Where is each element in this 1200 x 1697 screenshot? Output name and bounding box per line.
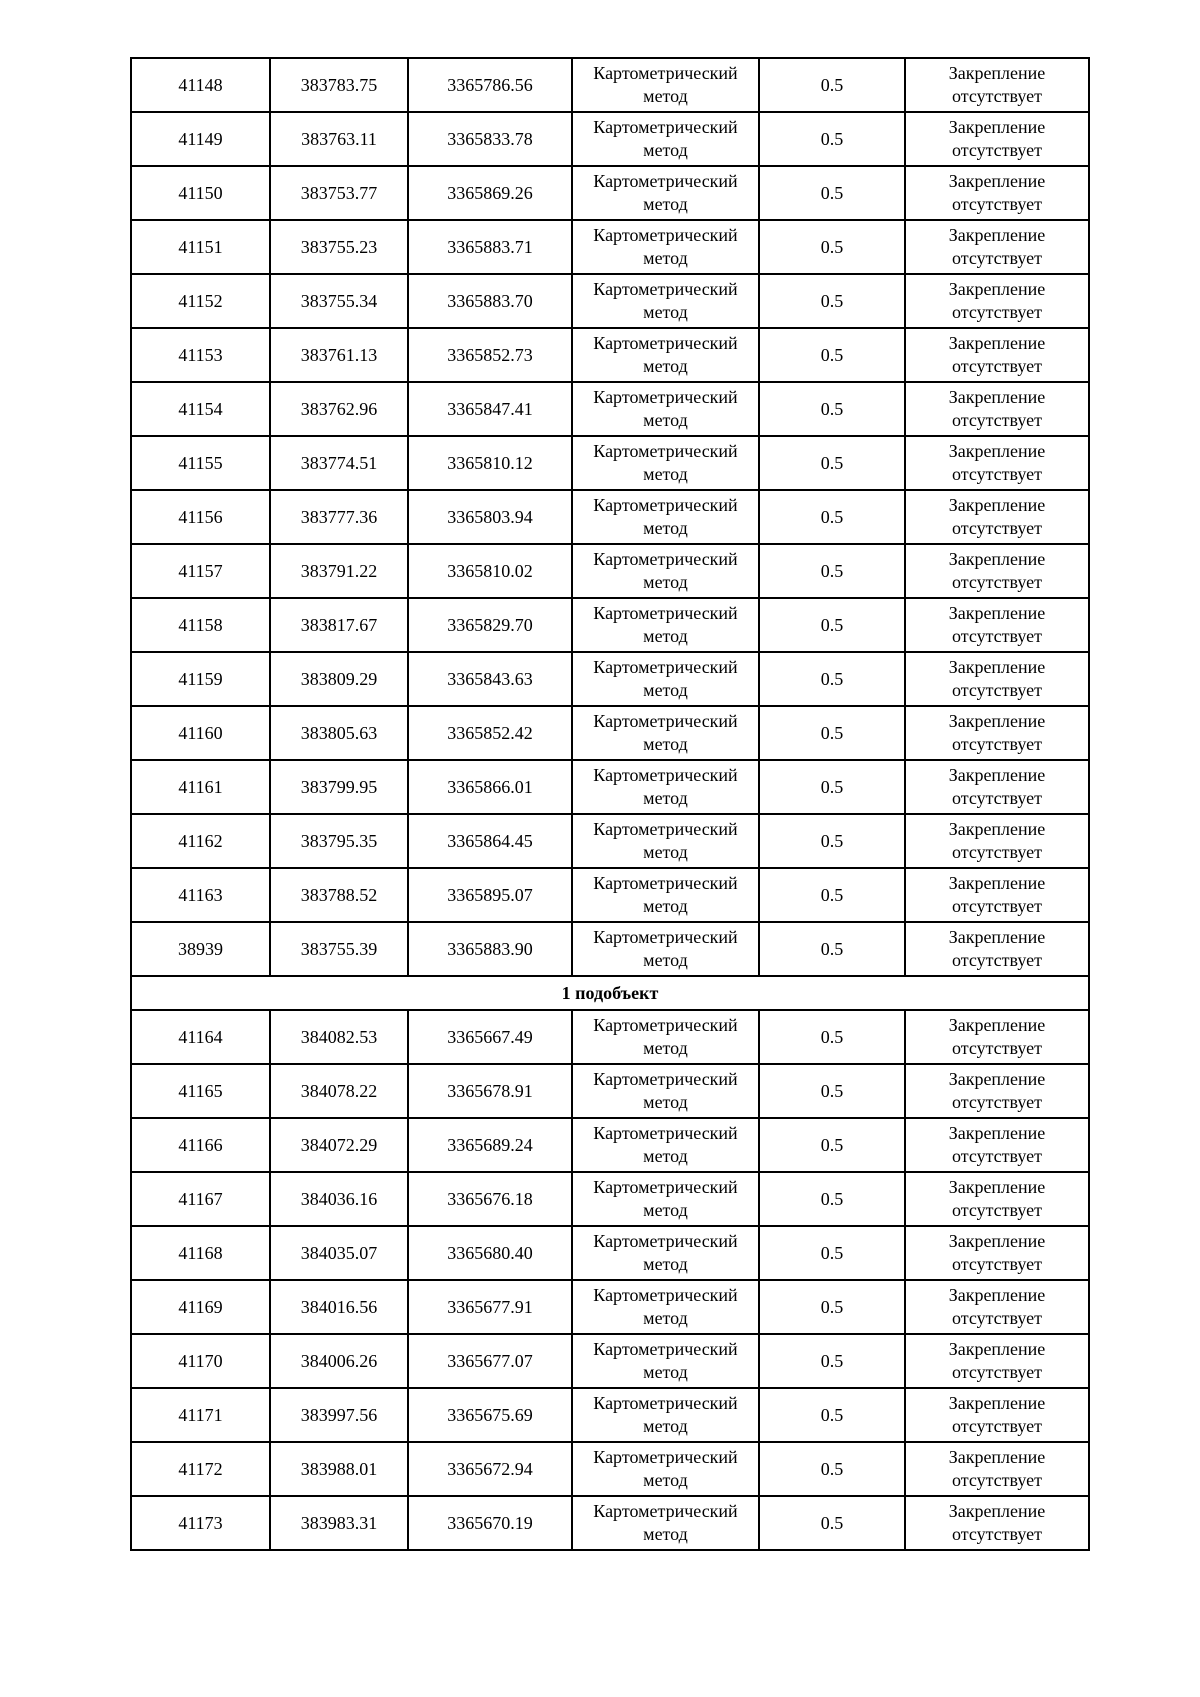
method-cell: Картометрический метод	[572, 1118, 759, 1172]
x-coordinate-cell: 384006.26	[270, 1334, 408, 1388]
coordinates-table	[130, 57, 1090, 1551]
table-row	[131, 1118, 1089, 1172]
y-coordinate-cell: 3365803.94	[408, 490, 572, 544]
point-number-cell: 41164	[131, 1010, 270, 1064]
point-number-cell: 41163	[131, 868, 270, 922]
method-cell: Картометрический метод	[572, 1172, 759, 1226]
y-coordinate-cell: 3365675.69	[408, 1388, 572, 1442]
accuracy-cell: 0.5	[759, 436, 905, 490]
point-number-cell: 41165	[131, 1064, 270, 1118]
x-coordinate-cell: 384082.53	[270, 1010, 408, 1064]
accuracy-cell: 0.5	[759, 274, 905, 328]
y-coordinate-cell: 3365864.45	[408, 814, 572, 868]
accuracy-cell: 0.5	[759, 922, 905, 976]
method-cell: Картометрический метод	[572, 1226, 759, 1280]
x-coordinate-cell: 383755.23	[270, 220, 408, 274]
fixing-cell: Закрепление отсутствует	[905, 1334, 1089, 1388]
point-number-cell: 41166	[131, 1118, 270, 1172]
fixing-cell: Закрепление отсутствует	[905, 706, 1089, 760]
x-coordinate-cell: 383755.34	[270, 274, 408, 328]
x-coordinate-cell: 383774.51	[270, 436, 408, 490]
method-cell: Картометрический метод	[572, 814, 759, 868]
table-body-top	[131, 58, 1089, 976]
point-number-cell: 41148	[131, 58, 270, 112]
table-row	[131, 1388, 1089, 1442]
x-coordinate-cell: 384072.29	[270, 1118, 408, 1172]
table-row	[131, 652, 1089, 706]
point-number-cell: 41155	[131, 436, 270, 490]
method-cell: Картометрический метод	[572, 1388, 759, 1442]
method-cell: Картометрический метод	[572, 1496, 759, 1550]
y-coordinate-cell: 3365883.70	[408, 274, 572, 328]
x-coordinate-cell: 383795.35	[270, 814, 408, 868]
x-coordinate-cell: 384036.16	[270, 1172, 408, 1226]
method-cell: Картометрический метод	[572, 1442, 759, 1496]
table-row	[131, 220, 1089, 274]
table-row	[131, 490, 1089, 544]
accuracy-cell: 0.5	[759, 1172, 905, 1226]
fixing-cell: Закрепление отсутствует	[905, 274, 1089, 328]
point-number-cell: 41154	[131, 382, 270, 436]
y-coordinate-cell: 3365677.07	[408, 1334, 572, 1388]
fixing-cell: Закрепление отсутствует	[905, 868, 1089, 922]
y-coordinate-cell: 3365680.40	[408, 1226, 572, 1280]
fixing-cell: Закрепление отсутствует	[905, 490, 1089, 544]
method-cell: Картометрический метод	[572, 598, 759, 652]
accuracy-cell: 0.5	[759, 1496, 905, 1550]
y-coordinate-cell: 3365676.18	[408, 1172, 572, 1226]
fixing-cell: Закрепление отсутствует	[905, 1388, 1089, 1442]
point-number-cell: 41168	[131, 1226, 270, 1280]
accuracy-cell: 0.5	[759, 1226, 905, 1280]
fixing-cell: Закрепление отсутствует	[905, 922, 1089, 976]
fixing-cell: Закрепление отсутствует	[905, 1064, 1089, 1118]
fixing-cell: Закрепление отсутствует	[905, 1172, 1089, 1226]
point-number-cell: 41160	[131, 706, 270, 760]
table-row	[131, 760, 1089, 814]
fixing-cell: Закрепление отсутствует	[905, 1496, 1089, 1550]
y-coordinate-cell: 3365810.12	[408, 436, 572, 490]
point-number-cell: 41173	[131, 1496, 270, 1550]
fixing-cell: Закрепление отсутствует	[905, 166, 1089, 220]
y-coordinate-cell: 3365866.01	[408, 760, 572, 814]
y-coordinate-cell: 3365852.73	[408, 328, 572, 382]
accuracy-cell: 0.5	[759, 814, 905, 868]
method-cell: Картометрический метод	[572, 922, 759, 976]
fixing-cell: Закрепление отсутствует	[905, 382, 1089, 436]
table-row	[131, 1442, 1089, 1496]
x-coordinate-cell: 384035.07	[270, 1226, 408, 1280]
accuracy-cell: 0.5	[759, 220, 905, 274]
accuracy-cell: 0.5	[759, 1334, 905, 1388]
table-row	[131, 436, 1089, 490]
fixing-cell: Закрепление отсутствует	[905, 436, 1089, 490]
x-coordinate-cell: 384016.56	[270, 1280, 408, 1334]
method-cell: Картометрический метод	[572, 328, 759, 382]
table-row	[131, 706, 1089, 760]
method-cell: Картометрический метод	[572, 1334, 759, 1388]
point-number-cell: 41169	[131, 1280, 270, 1334]
fixing-cell: Закрепление отсутствует	[905, 1280, 1089, 1334]
point-number-cell: 38939	[131, 922, 270, 976]
table-body-bottom	[131, 1010, 1089, 1550]
table-section-header	[131, 976, 1089, 1010]
x-coordinate-cell: 383983.31	[270, 1496, 408, 1550]
accuracy-cell: 0.5	[759, 1442, 905, 1496]
method-cell: Картометрический метод	[572, 544, 759, 598]
method-cell: Картометрический метод	[572, 1280, 759, 1334]
accuracy-cell: 0.5	[759, 544, 905, 598]
section-row	[131, 976, 1089, 1010]
table-row	[131, 166, 1089, 220]
method-cell: Картометрический метод	[572, 58, 759, 112]
table-row	[131, 598, 1089, 652]
x-coordinate-cell: 383817.67	[270, 598, 408, 652]
fixing-cell: Закрепление отсутствует	[905, 814, 1089, 868]
table-row	[131, 814, 1089, 868]
method-cell: Картометрический метод	[572, 382, 759, 436]
point-number-cell: 41156	[131, 490, 270, 544]
y-coordinate-cell: 3365829.70	[408, 598, 572, 652]
y-coordinate-cell: 3365883.90	[408, 922, 572, 976]
x-coordinate-cell: 383762.96	[270, 382, 408, 436]
accuracy-cell: 0.5	[759, 1280, 905, 1334]
y-coordinate-cell: 3365672.94	[408, 1442, 572, 1496]
table-row	[131, 1334, 1089, 1388]
accuracy-cell: 0.5	[759, 112, 905, 166]
y-coordinate-cell: 3365810.02	[408, 544, 572, 598]
point-number-cell: 41157	[131, 544, 270, 598]
method-cell: Картометрический метод	[572, 652, 759, 706]
table-row	[131, 1064, 1089, 1118]
accuracy-cell: 0.5	[759, 1118, 905, 1172]
table-row	[131, 868, 1089, 922]
x-coordinate-cell: 383799.95	[270, 760, 408, 814]
table-row	[131, 58, 1089, 112]
method-cell: Картометрический метод	[572, 274, 759, 328]
accuracy-cell: 0.5	[759, 652, 905, 706]
point-number-cell: 41167	[131, 1172, 270, 1226]
method-cell: Картометрический метод	[572, 112, 759, 166]
point-number-cell: 41158	[131, 598, 270, 652]
point-number-cell: 41150	[131, 166, 270, 220]
x-coordinate-cell: 383755.39	[270, 922, 408, 976]
fixing-cell: Закрепление отсутствует	[905, 112, 1089, 166]
point-number-cell: 41149	[131, 112, 270, 166]
x-coordinate-cell: 383791.22	[270, 544, 408, 598]
method-cell: Картометрический метод	[572, 436, 759, 490]
fixing-cell: Закрепление отсутствует	[905, 652, 1089, 706]
fixing-cell: Закрепление отсутствует	[905, 220, 1089, 274]
table-row	[131, 544, 1089, 598]
table-row	[131, 328, 1089, 382]
fixing-cell: Закрепление отсутствует	[905, 328, 1089, 382]
y-coordinate-cell: 3365843.63	[408, 652, 572, 706]
table-row	[131, 1496, 1089, 1550]
table-row	[131, 1226, 1089, 1280]
point-number-cell: 41171	[131, 1388, 270, 1442]
fixing-cell: Закрепление отсутствует	[905, 1010, 1089, 1064]
method-cell: Картометрический метод	[572, 220, 759, 274]
y-coordinate-cell: 3365786.56	[408, 58, 572, 112]
point-number-cell: 41170	[131, 1334, 270, 1388]
y-coordinate-cell: 3365869.26	[408, 166, 572, 220]
fixing-cell: Закрепление отсутствует	[905, 1226, 1089, 1280]
method-cell: Картометрический метод	[572, 868, 759, 922]
fixing-cell: Закрепление отсутствует	[905, 1442, 1089, 1496]
method-cell: Картометрический метод	[572, 166, 759, 220]
x-coordinate-cell: 383805.63	[270, 706, 408, 760]
method-cell: Картометрический метод	[572, 760, 759, 814]
point-number-cell: 41159	[131, 652, 270, 706]
accuracy-cell: 0.5	[759, 1010, 905, 1064]
y-coordinate-cell: 3365677.91	[408, 1280, 572, 1334]
y-coordinate-cell: 3365852.42	[408, 706, 572, 760]
accuracy-cell: 0.5	[759, 382, 905, 436]
table-row	[131, 112, 1089, 166]
accuracy-cell: 0.5	[759, 598, 905, 652]
accuracy-cell: 0.5	[759, 166, 905, 220]
accuracy-cell: 0.5	[759, 706, 905, 760]
point-number-cell: 41172	[131, 1442, 270, 1496]
table-row	[131, 1172, 1089, 1226]
x-coordinate-cell: 383997.56	[270, 1388, 408, 1442]
accuracy-cell: 0.5	[759, 868, 905, 922]
fixing-cell: Закрепление отсутствует	[905, 1118, 1089, 1172]
table-row	[131, 1280, 1089, 1334]
x-coordinate-cell: 384078.22	[270, 1064, 408, 1118]
fixing-cell: Закрепление отсутствует	[905, 760, 1089, 814]
x-coordinate-cell: 383783.75	[270, 58, 408, 112]
fixing-cell: Закрепление отсутствует	[905, 544, 1089, 598]
y-coordinate-cell: 3365678.91	[408, 1064, 572, 1118]
accuracy-cell: 0.5	[759, 490, 905, 544]
y-coordinate-cell: 3365847.41	[408, 382, 572, 436]
accuracy-cell: 0.5	[759, 1388, 905, 1442]
table-row	[131, 922, 1089, 976]
x-coordinate-cell: 383988.01	[270, 1442, 408, 1496]
table-row	[131, 382, 1089, 436]
y-coordinate-cell: 3365689.24	[408, 1118, 572, 1172]
x-coordinate-cell: 383788.52	[270, 868, 408, 922]
y-coordinate-cell: 3365883.71	[408, 220, 572, 274]
method-cell: Картометрический метод	[572, 706, 759, 760]
accuracy-cell: 0.5	[759, 1064, 905, 1118]
point-number-cell: 41162	[131, 814, 270, 868]
accuracy-cell: 0.5	[759, 760, 905, 814]
table-row	[131, 274, 1089, 328]
fixing-cell: Закрепление отсутствует	[905, 58, 1089, 112]
accuracy-cell: 0.5	[759, 58, 905, 112]
x-coordinate-cell: 383761.13	[270, 328, 408, 382]
x-coordinate-cell: 383809.29	[270, 652, 408, 706]
y-coordinate-cell: 3365667.49	[408, 1010, 572, 1064]
section-label: 1 подобъект	[131, 976, 1089, 1010]
x-coordinate-cell: 383763.11	[270, 112, 408, 166]
y-coordinate-cell: 3365670.19	[408, 1496, 572, 1550]
point-number-cell: 41161	[131, 760, 270, 814]
y-coordinate-cell: 3365895.07	[408, 868, 572, 922]
x-coordinate-cell: 383753.77	[270, 166, 408, 220]
x-coordinate-cell: 383777.36	[270, 490, 408, 544]
method-cell: Картометрический метод	[572, 1010, 759, 1064]
fixing-cell: Закрепление отсутствует	[905, 598, 1089, 652]
point-number-cell: 41152	[131, 274, 270, 328]
table-row	[131, 1010, 1089, 1064]
method-cell: Картометрический метод	[572, 1064, 759, 1118]
method-cell: Картометрический метод	[572, 490, 759, 544]
point-number-cell: 41151	[131, 220, 270, 274]
point-number-cell: 41153	[131, 328, 270, 382]
accuracy-cell: 0.5	[759, 328, 905, 382]
y-coordinate-cell: 3365833.78	[408, 112, 572, 166]
